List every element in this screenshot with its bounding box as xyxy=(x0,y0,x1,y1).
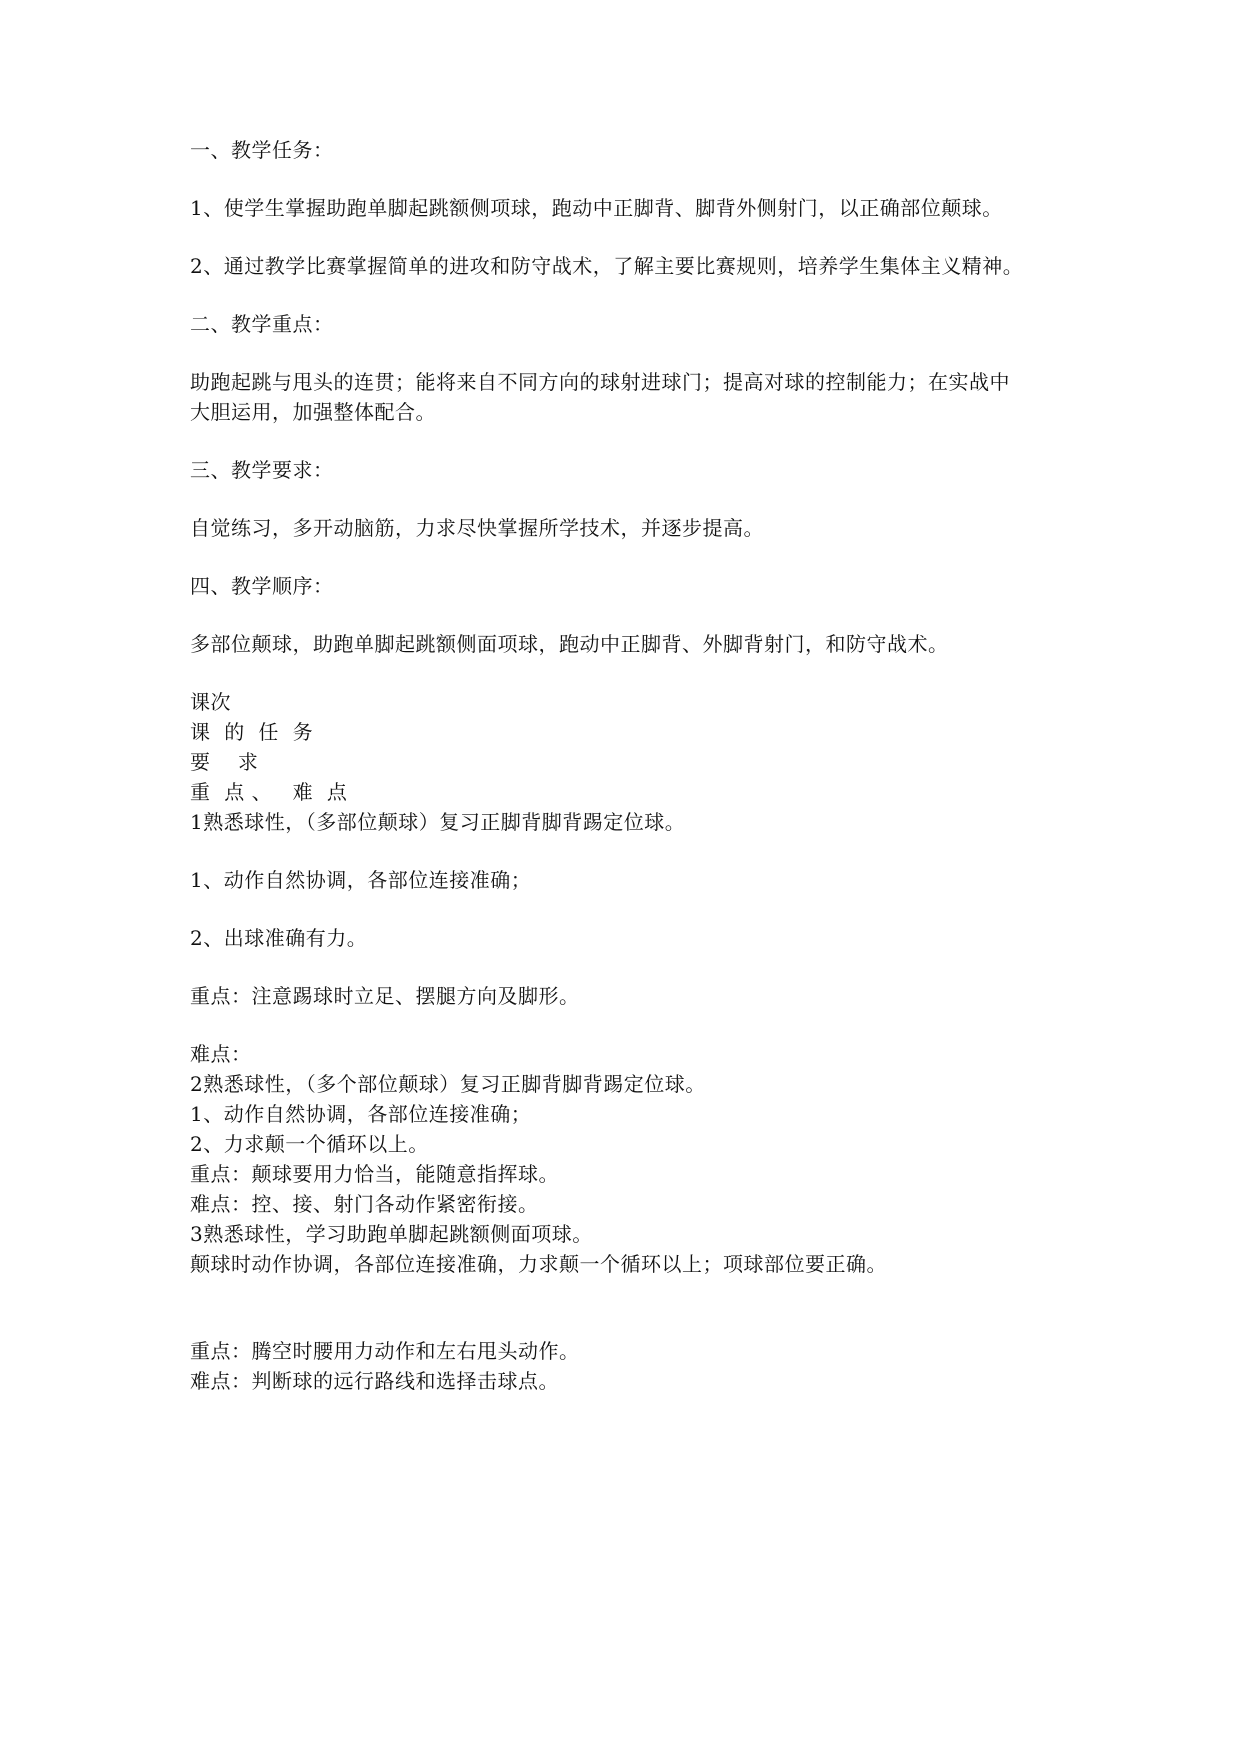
lesson2-difficult: 难点：控、接、射门各动作紧密衔接。 xyxy=(190,1192,539,1216)
lesson3-difficult: 难点：判断球的远行路线和选择击球点。 xyxy=(190,1369,559,1393)
header-task: 课 的 任 务 xyxy=(190,720,314,744)
header-requirement: 要 求 xyxy=(190,750,259,774)
section4-text: 多部位颠球，助跑单脚起跳额侧面项球，跑动中正脚背、外脚背射门，和防守战术。 xyxy=(190,632,949,656)
lesson3-task: 3熟悉球性，学习助跑单脚起跳额侧面项球。 xyxy=(190,1222,593,1246)
header-lesson: 课次 xyxy=(190,690,231,714)
section1-item1: 1、使学生掌握助跑单脚起跳额侧项球，跑动中正脚背、脚背外侧射门，以正确部位颠球。 xyxy=(190,196,1003,220)
section4-heading: 四、教学顺序： xyxy=(190,574,334,598)
section2-line2: 大胆运用，加强整体配合。 xyxy=(190,400,436,424)
header-key-difficult: 重 点 、 难 点 xyxy=(190,780,348,804)
section1-heading: 一、教学任务： xyxy=(190,138,334,162)
lesson3-req: 颠球时动作协调，各部位连接准确，力求颠一个循环以上；项球部位要正确。 xyxy=(190,1252,887,1276)
section3-heading: 三、教学要求： xyxy=(190,458,334,482)
lesson2-key: 重点：颠球要用力恰当，能随意指挥球。 xyxy=(190,1162,559,1186)
lesson3-key: 重点：腾空时腰用力动作和左右甩头动作。 xyxy=(190,1339,580,1363)
section1-item2: 2、通过教学比赛掌握简单的进攻和防守战术，了解主要比赛规则，培养学生集体主义精神。 xyxy=(190,254,1024,278)
lesson1-key: 重点：注意踢球时立足、摆腿方向及脚形。 xyxy=(190,984,580,1008)
lesson1-task: 1熟悉球性，（多部位颠球）复习正脚背脚背踢定位球。 xyxy=(190,810,686,834)
lesson2-req1: 1、动作自然协调，各部位连接准确； xyxy=(190,1102,532,1126)
section3-text: 自觉练习，多开动脑筋，力求尽快掌握所学技术，并逐步提高。 xyxy=(190,516,764,540)
lesson1-req2: 2、出球准确有力。 xyxy=(190,926,368,950)
lesson2-task: 2熟悉球性，（多个部位颠球）复习正脚背脚背踢定位球。 xyxy=(190,1072,706,1096)
section2-line1: 助跑起跳与甩头的连贯；能将来自不同方向的球射进球门；提高对球的控制能力；在实战中 xyxy=(190,370,1010,394)
lesson1-req1: 1、动作自然协调，各部位连接准确； xyxy=(190,868,532,892)
section2-heading: 二、教学重点： xyxy=(190,312,334,336)
lesson2-req2: 2、力求颠一个循环以上。 xyxy=(190,1132,429,1156)
lesson1-difficult: 难点： xyxy=(190,1042,252,1066)
